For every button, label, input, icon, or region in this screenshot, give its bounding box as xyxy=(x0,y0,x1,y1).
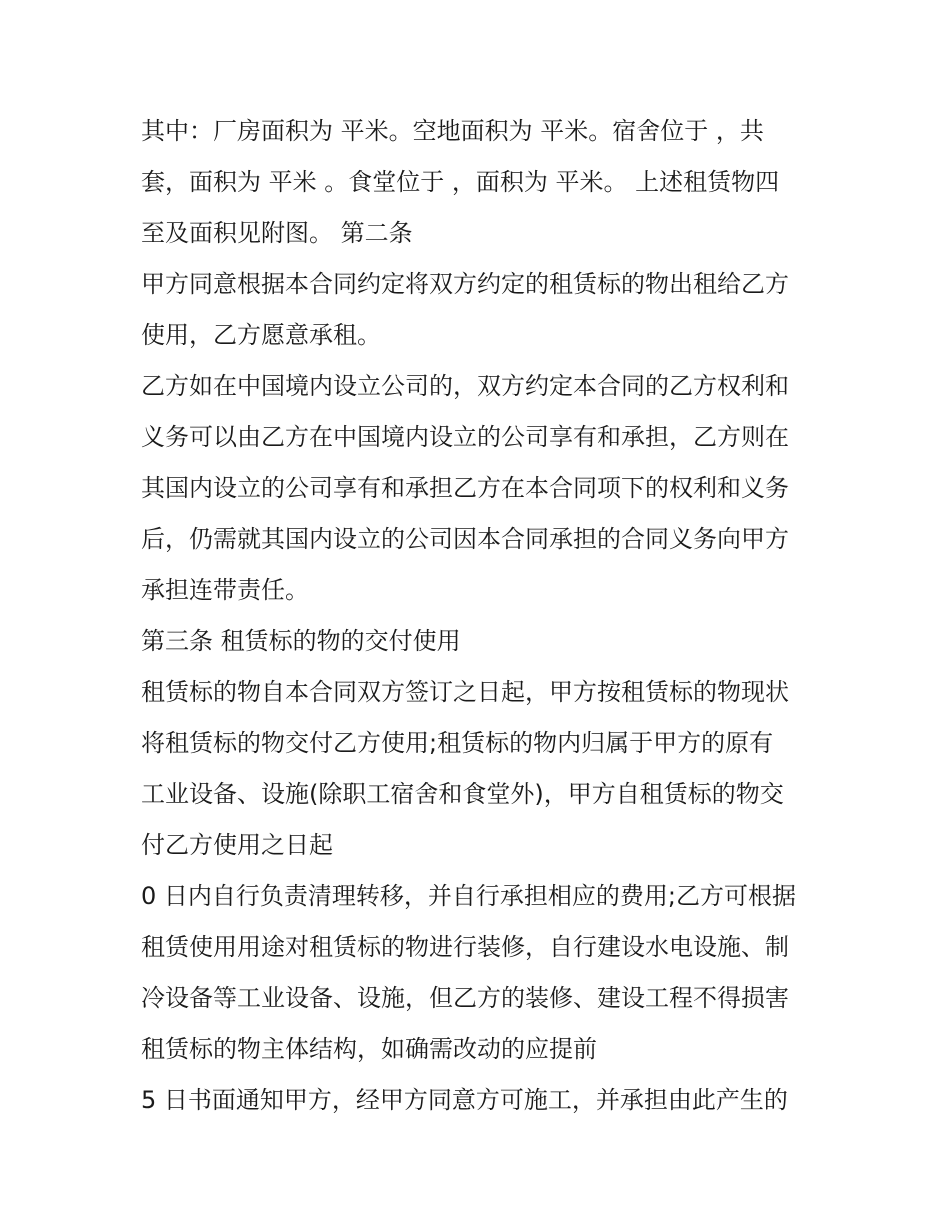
text-line: 冷设备等工业设备、设施，但乙方的装修、建设工程不得损害 xyxy=(141,984,789,1012)
text-line: 0 日内自行负责清理转移，并自行承担相应的费用;乙方可根据 xyxy=(141,882,796,910)
text-line: 租赁使用用途对租赁标的物进行装修，自行建设水电设施、制 xyxy=(141,933,789,961)
text-line: 其国内设立的公司享有和承担乙方在本合同项下的权利和义务 xyxy=(141,474,789,502)
text-line: 义务可以由乙方在中国境内设立的公司享有和承担，乙方则在 xyxy=(141,423,789,451)
text-line: 套，面积为 平米 。食堂位于 ，面积为 平米。 上述租赁物四 xyxy=(141,168,780,196)
text-line: 乙方如在中国境内设立公司的，双方约定本合同的乙方权利和 xyxy=(141,372,789,400)
text-line: 后，仍需就其国内设立的公司因本合同承担的合同义务向甲方 xyxy=(141,525,789,553)
section-heading: 第三条 租赁标的物的交付使用 xyxy=(141,627,461,655)
text-line: 将租赁标的物交付乙方使用;租赁标的物内归属于甲方的原有 xyxy=(141,729,774,757)
text-line: 付乙方使用之日起 xyxy=(141,831,333,859)
document-body xyxy=(141,106,821,1126)
text-line: 承担连带责任。 xyxy=(141,576,309,604)
text-line: 5 日书面通知甲方，经甲方同意方可施工，并承担由此产生的 xyxy=(141,1086,788,1114)
text-line: 使用，乙方愿意承租。 xyxy=(141,321,381,349)
text-line: 工业设备、设施(除职工宿舍和食堂外)，甲方自租赁标的物交 xyxy=(141,780,784,808)
text-line: 租赁标的物主体结构，如确需改动的应提前 xyxy=(141,1035,597,1063)
text-line: 租赁标的物自本合同双方签订之日起，甲方按租赁标的物现状 xyxy=(141,678,789,706)
text-line: 甲方同意根据本合同约定将双方约定的租赁标的物出租给乙方 xyxy=(141,270,789,298)
text-line: 其中：厂房面积为 平米。空地面积为 平米。宿舍位于 ，共 xyxy=(141,117,764,145)
text-line: 至及面积见附图。 第二条 xyxy=(141,219,413,247)
